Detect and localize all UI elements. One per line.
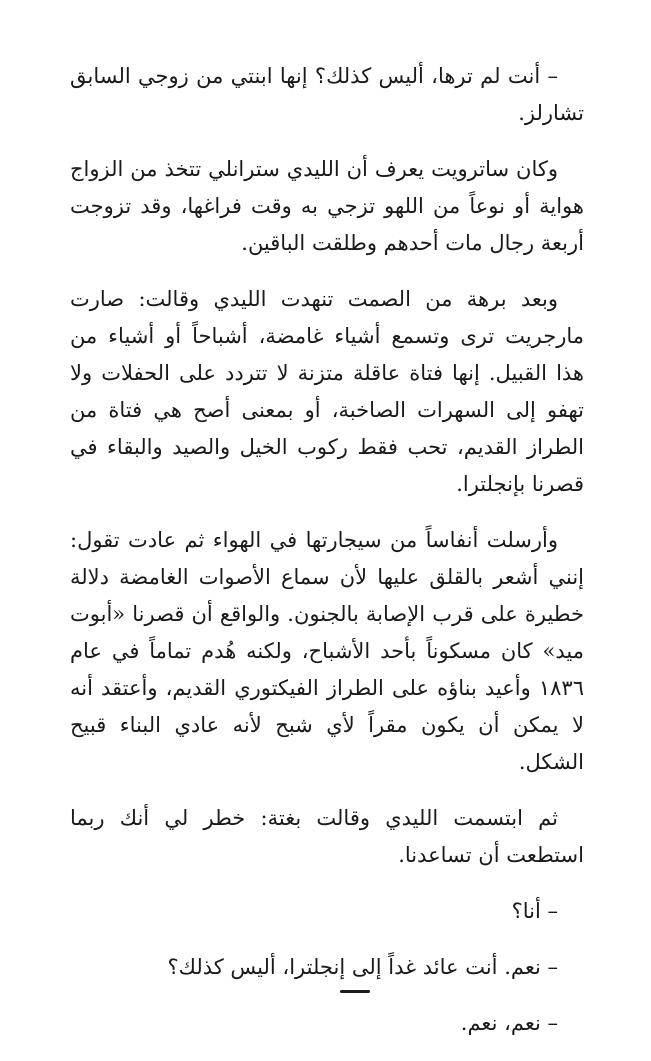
- book-page-text: [70, 58, 584, 1061]
- paragraph-margaret-description: وبعد برهة من الصمت تنهدت الليدي وقالت: صارت مارجريت ترى وتسمع أشياء غامضة، أشباحاً أو أشياء من هذا القبيل. إنها فتاة عاقلة متزنة لا تتردد على الحفلات ولا تهفو إلى السهرات الصاخبة، أو بمعنى أصح هي فتاة من الطراز القديم، تحب فقط ركوب الخيل والصيد والبقاء في قصرنا بإنجلترا.: [70, 287, 584, 496]
- paragraph-narration-marriages: وكان ساترويت يعرف أن الليدي سترانلي تتخذ من الزواج هواية أو نوعاً من اللهو تزجي به وقت فراغها، وقد تزوجت أربعة رجال مات أحدهم وطلقت الباقين.: [70, 157, 584, 255]
- paragraph-house-history: وأرسلت أنفاساً من سيجارتها في الهواء ثم عادت تقول: إنني أشعر بالقلق عليها لأن سماع الأصوات الغامضة دلالة خطيرة على قرب الإصابة بالجنون. والواقع أن قصرنا «أبوت ميد» كان مسكوناً بأحد الأشباح، ولكنه هُدم تماماً في عام ١٨٣٦ وأعيد بناؤه على الطراز الفيكتوري القديم، وأعتقد أنه لا يمكن أن يكون مقراً لأي شبح لأنه عادي البناء قبيح الشكل.: [70, 528, 584, 774]
- paragraph-dialogue-opening: – أنت لم ترها، أليس كذلك؟ إنها ابنتي من زوجي السابق تشارلز.: [70, 64, 584, 125]
- dialogue-line-me: – أنا؟: [511, 899, 558, 923]
- paragraph-request-help: ثم ابتسمت الليدي وقالت بغتة: خطر لي أنك ربما استطعت أن تساعدنا.: [70, 806, 584, 867]
- dialogue-line-yes: – نعم، نعم.: [460, 1011, 558, 1035]
- dialogue-line-returning-england: – نعم. أنت عائد غداً إلى إنجلترا، أليس كذلك؟: [167, 955, 558, 979]
- cut-off-next-line: [250, 988, 370, 1000]
